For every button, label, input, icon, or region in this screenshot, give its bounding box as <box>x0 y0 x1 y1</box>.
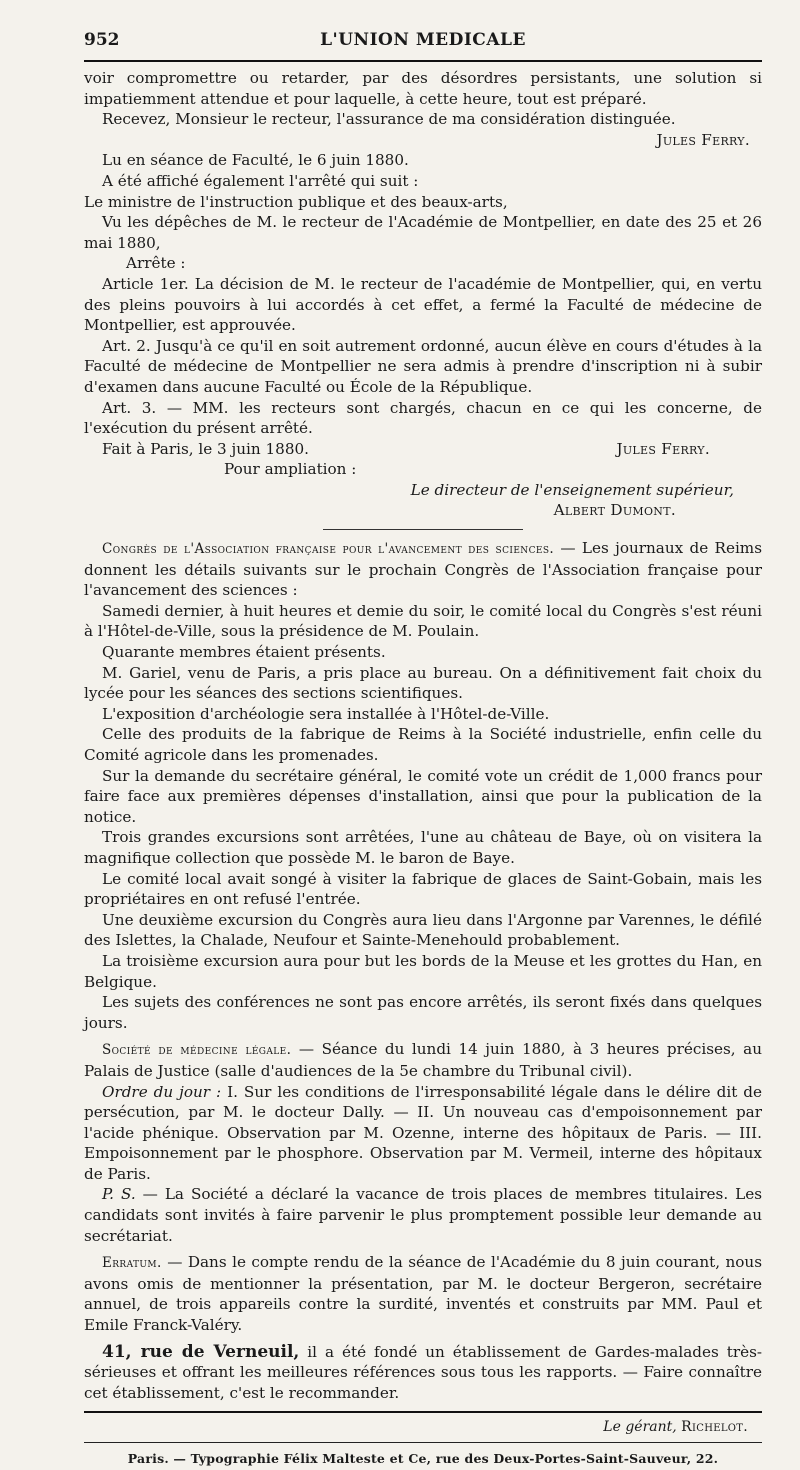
decree-done-text: Fait à Paris, le 3 juin 1880. <box>102 439 309 458</box>
decree-done-signature: Jules Ferry. <box>616 439 710 458</box>
postscript-label: P. S. <box>102 1185 136 1204</box>
article-3-label: Art. 3. <box>102 398 157 417</box>
congres-paragraph: Le comité local avait songé à visiter la fabrique de glaces de Saint-Gobain, mais les propriétaires en ont refusé l'entrée. <box>84 869 762 909</box>
posted-note: A été affiché également l'arrêté qui suit : <box>102 171 419 190</box>
congres-intro <box>84 538 762 601</box>
notice-text: il a été fondé un établissement de Gardes-malades très-sérieuses et offrant les meilleures références sous tous les rapports. — Faire connaître cet établissement, c'est le recommander. <box>84 1342 762 1402</box>
article-3-text: — MM. les recteurs sont chargés, chacun en ce qui les concerne, de l'exécution du présent arrêté. <box>84 398 763 438</box>
congres-paragraph: L'exposition d'archéologie sera installée à l'Hôtel-de-Ville. <box>102 704 550 723</box>
article-1-label: Article 1er. <box>102 274 189 293</box>
article-1-text: La décision de M. le recteur de l'académie de Montpellier, qui, en vertu des pleins pouvoirs à lui accordés à cet effet, a fermé la Faculté de médecine de Montpellier, est approuvée. <box>84 274 762 335</box>
decree-preamble-minister: Le ministre de l'instruction publique et des beaux-arts, <box>84 192 508 211</box>
gerant-name: Richelot. <box>681 1419 748 1436</box>
congres-paragraph: Les sujets des conférences ne sont pas encore arrêtés, ils seront fixés dans quelques jours. <box>84 993 762 1032</box>
erratum-text: — Dans le compte rendu de la séance de l'Académie du 8 juin courant, nous avons omis de mentionner la présentation, par M. le docteur Bergeron, secrétaire annuel, de trois appareils contre la surdité, inventés et construits par MM. Paul et Emile Franck-Valéry. <box>84 1253 763 1335</box>
decree-preamble-vu: Vu les dépêches de M. le recteur de l'Académie de Montpellier, en date des 25 et 26 mai 1880, <box>84 213 762 252</box>
notice-address: 41, rue de Verneuil, <box>102 1341 300 1362</box>
congres-paragraph: M. Gariel, venu de Paris, a pris place au bureau. On a définitivement fait choix du lycée pour les séances des sections scientifiques. <box>84 663 762 703</box>
agenda-label: Ordre du jour : <box>102 1082 222 1101</box>
footer-rule <box>84 1411 762 1413</box>
page-header <box>84 26 762 56</box>
letter-signature: Jules Ferry. <box>656 130 750 149</box>
congres-intro-text: — Les journaux de Reims donnent les détails suivants sur le prochain Congrès de l'Association française pour l'avancement des sciences : <box>84 539 763 600</box>
congres-paragraph: Sur la demande du secrétaire général, le comité vote un crédit de 1,000 francs pour faire face aux premières dépenses d'installation, ainsi que pour la publication de la notice. <box>84 766 762 826</box>
congres-paragraph: Celle des produits de la fabrique de Reims à la Société industrielle, enfin celle du Comité agricole dans les promenades. <box>84 725 762 764</box>
societe-intro <box>84 1039 762 1081</box>
letter-closing: Recevez, Monsieur le recteur, l'assurance de ma considération distinguée. <box>102 110 676 129</box>
gerant-line <box>84 1417 762 1438</box>
societe-agenda <box>84 1082 762 1185</box>
director-name: Albert Dumont. <box>553 501 676 520</box>
ampliation-line: Pour ampliation : <box>224 460 357 479</box>
societe-heading: Société de médecine légale. <box>102 1042 292 1059</box>
congres-paragraph: Samedi dernier, à huit heures et demie du soir, le comité local du Congrès s'est réuni à l'Hôtel-de-Ville, sous la présidence de M. Poulain. <box>84 601 762 641</box>
congres-paragraph: Une deuxième excursion du Congrès aura lieu dans l'Argonne par Varennes, le défilé des Islettes, la Chalade, Neufour et Sainte-Menehould probablement. <box>84 910 762 950</box>
congres-heading: Congrès de l'Association française pour l'avancement des sciences. <box>102 541 555 558</box>
decree-arrete: Arrête : <box>126 254 186 273</box>
agenda-text: I. Sur les conditions de l'irresponsabilité légale dans le délire dit de persécution, par M. le docteur Dally. — II. Un nouveau cas d'empoisonnement par l'acide phénique. Observation par M. Ozenne, interne des hôpitaux de Paris. — III. Empoisonnement par le phosphore. Observation par M. Vermeil, interne des hôpitaux de Paris. <box>84 1082 763 1183</box>
page-number: 952 <box>84 30 120 50</box>
printer-imprint: Paris. — Typographie Félix Malteste et Ce, rue des Deux-Portes-Saint-Sauveur, 22. <box>127 1451 719 1466</box>
postscript-text: — La Société a déclaré la vacance de trois places de membres titulaires. Les candidats sont invités à faire parvenir le plus promptement possible leur demande au secrétariat. <box>84 1185 763 1245</box>
director-title: Le directeur de l'enseignement supérieur, <box>410 480 734 499</box>
section-divider <box>323 529 523 530</box>
decree-article-2 <box>84 336 762 398</box>
header-rule <box>84 60 762 62</box>
article-2-text: Jusqu'à ce qu'il en soit autrement ordonné, aucun élève en cours d'études à la Faculté de médecine de Montpellier ne sera admis à prendre d'inscription ni à subir d'examen dans aucune Faculté ou École de la République. <box>84 336 763 396</box>
decree-article-1 <box>84 274 762 336</box>
congres-paragraph: La troisième excursion aura pour but les bords de la Meuse et les grottes du Han, en Belgique. <box>84 951 762 991</box>
decree-article-3 <box>84 398 762 439</box>
erratum <box>84 1252 762 1335</box>
running-title: L'UNION MEDICALE <box>320 30 526 50</box>
congres-paragraph: Trois grandes excursions sont arrêtées, l'une au château de Baye, où on visitera la magnifique collection que possède M. le baron de Baye. <box>84 828 762 867</box>
congres-paragraph: Quarante membres étaient présents. <box>102 643 386 662</box>
societe-postscript <box>84 1184 762 1246</box>
societe-intro-text: — Séance du lundi 14 juin 1880, à 3 heures précises, au Palais de Justice (salle d'audiences de la 5e chambre du Tribunal civil). <box>84 1040 762 1080</box>
faculty-reading-note: Lu en séance de Faculté, le 6 juin 1880. <box>102 151 409 170</box>
erratum-label: Erratum. <box>102 1255 162 1272</box>
imprint-rule <box>84 1442 762 1443</box>
decree-done-line <box>84 439 762 460</box>
letter-paragraph: voir compromettre ou retarder, par des désordres persistants, une solution si impatiemment attendue et pour laquelle, à cette heure, tout est préparé. <box>84 69 762 108</box>
article-2-label: Art. 2. <box>102 336 151 355</box>
gardes-malades-notice <box>84 1342 762 1404</box>
gerant-label: Le gérant, <box>603 1419 677 1436</box>
